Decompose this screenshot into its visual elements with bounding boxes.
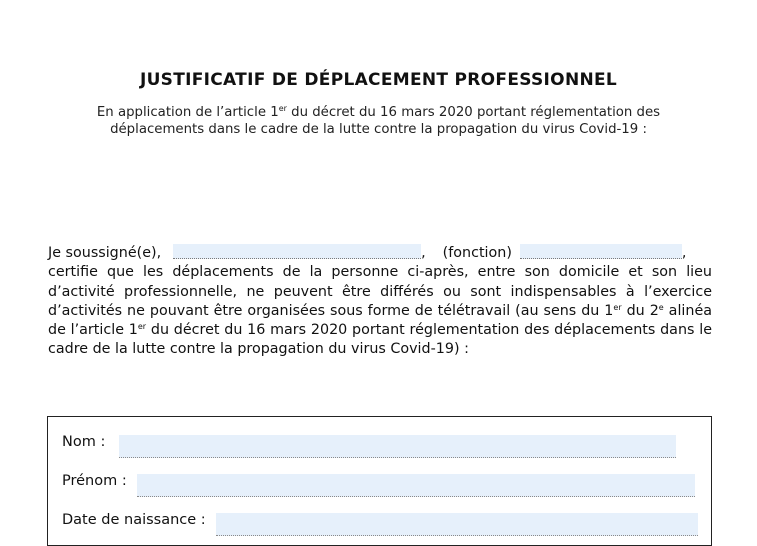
declaration-body-d: du décret du 16 mars 2020 portant réglementation des déplacements dans le cadre de la lutte contre la propagation du virus Covid-19) : [48, 322, 712, 358]
declaration-first-line [48, 244, 712, 263]
intro-text-line2: déplacements dans le cadre de la lutte contre la propagation du virus Covid-19 : [110, 122, 647, 137]
ordinal-suffix: e [658, 302, 664, 312]
ordinal-suffix: er [278, 104, 287, 113]
prenom-label: Prénom : [62, 473, 127, 489]
nom-row [62, 434, 702, 450]
declaration-paragraph [48, 244, 712, 360]
date-naissance-field[interactable] [216, 513, 698, 536]
end-comma: , [681, 245, 687, 261]
intro-text-part1: En application de l’article 1 [96, 105, 279, 120]
intro-text-part2: du décret du 16 mars 2020 portant réglementation des [286, 105, 661, 120]
date-naissance-label: Date de naissance : [62, 512, 206, 528]
declaration-body-c: alinéa de l’article 1 [48, 302, 713, 339]
declaration-prefix: Je soussigné(e), [48, 245, 162, 261]
declaration-body-b: du 2 [621, 302, 659, 319]
separator-comma: , [421, 245, 426, 261]
ordinal-suffix: er [137, 322, 147, 332]
nom-label: Nom : [62, 434, 106, 450]
prenom-row [62, 473, 702, 489]
declaration-body-a: certifie que les déplacements de la personne ci-après, entre son domicile et son lieu d’activité professionnelle, ne peuvent être différés ou sont indispensables à l’exercice d’activités ne pouvant être organisées sous forme de télétravail (au sens du 1 [48, 264, 712, 319]
ordinal-suffix: er [613, 302, 622, 312]
declaration-body [48, 263, 712, 359]
document-title: JUSTIFICATIF DE DÉPLACEMENT PROFESSIONNEL [139, 70, 618, 90]
fonction-label: (fonction) [442, 245, 512, 261]
person-info-box [47, 416, 712, 546]
signatory-name-field[interactable] [173, 244, 421, 259]
prenom-field[interactable] [137, 474, 695, 497]
intro-text [60, 104, 697, 138]
nom-field[interactable] [119, 435, 676, 458]
fonction-field[interactable] [520, 244, 682, 259]
